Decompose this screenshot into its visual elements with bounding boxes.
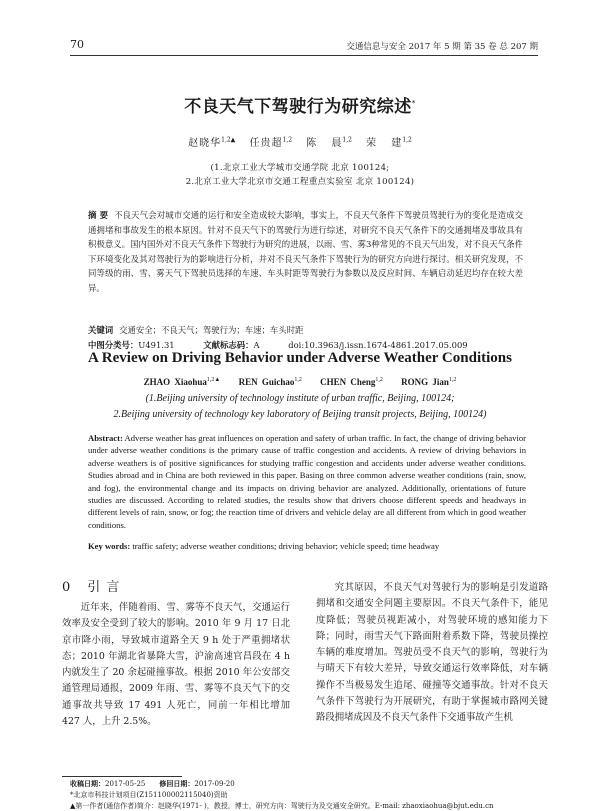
author-en-sup: 1,2	[375, 377, 383, 383]
keywords-cn-text: 交通安全；不良天气；驾驶行为；车速；车头时距	[119, 325, 304, 335]
footnote-first-author: ▲第一作者(通信作者)简介：赵晓华(1971- )，教授，博士，研究方向：驾驶行为及交通安全研究。E-mail: zhaoxiaohua@bjut.edu.cn	[70, 802, 494, 810]
footnote-fund: *北京市科技计划项目(Z151100002115040)资助	[70, 791, 228, 799]
footnote-dates	[70, 779, 235, 789]
title-en: A Review on Driving Behavior under Adverse Weather Conditions	[88, 350, 512, 366]
abstract-cn-text: 不良天气会对城市交通的运行和安全造成较大影响，事实上，不良天气条件下驾驶员驾驶行为的变化是造成交通拥堵和事故发生的根本原因。针对不良天气下的驾驶行为进行综述，对研究不良天气条件下的交通拥堵及事故具有积极意义。国内国外对不良天气条件下驾驶行为研究的进展，以雨、雪、雾3种常见的不良天气出发，对不良天气条件下环境变化及其对驾驶行为的影响进行分析，并对不良天气条件下驾驶行为的研究方向进行探讨。相关研究发现，不同等级的雨、雪、雾天气下驾驶员选择的车速、车头时距等驾驶行为参数以及反应时间、车辆启动延迟均存在较大差异。	[88, 210, 523, 293]
author-cn	[306, 138, 352, 149]
section-heading	[62, 576, 120, 595]
author-cn-name: 陈 晨	[306, 138, 343, 149]
keywords-en-label: Key words:	[88, 541, 131, 551]
affiliation-en-2: 2.Beijing university of technology key laboratory of Beijing transit projects, Beijing, 100124)	[113, 409, 487, 420]
author-cn-sup: 1,2▲	[221, 136, 236, 144]
authors-cn	[0, 134, 600, 149]
keywords-en-text: traffic safety; adverse weather conditions; driving behavior; vehicle speed; time headway	[130, 541, 440, 551]
doc-code-value: A	[253, 340, 260, 350]
author-cn-sup: 1,2	[402, 136, 412, 144]
author-cn-sup: 1,2	[282, 136, 293, 144]
abstract-en-text: Adverse weather has great influences on operation and safety of urban traffic. In fact, the change of driving behavior under adverse weather conditions is the primary cause of traffic congestion and accidents. A review of driving behaviors in adverse weathers is of positive significances for studying traffic congestion and accidents under adverse weather conditions. Studies abroad and in China are both reviewed in this paper. Basing on three common adverse weather conditions (rain, snow, and fog), the environmental change and its impacts on driving behavior are analyzed. Additionally, orientations of future studies are discussed. According to related studies, the results show that drivers choose different speeds and headways in different levels of rain, snow, or fog; the reaction time of drivers and vehicle delay are all different from which in good weather conditions.	[88, 433, 526, 530]
revised-date: 2017-09-20	[194, 780, 235, 788]
author-en-name: ZHAO Xiaohua	[143, 377, 207, 387]
author-en-name: REN Guichao	[238, 377, 295, 387]
received-date: 2017-05-25	[105, 780, 146, 788]
doc-code-label: 文献标志码：	[203, 340, 254, 350]
page-number: 70	[70, 38, 84, 51]
author-en	[144, 377, 221, 387]
author-en	[320, 377, 383, 387]
author-en-name: CHEN Cheng	[320, 377, 376, 387]
body-left-column: 近年来，伴随着雨、雪、雾等不良天气，交通运行效率及安全受到了较大的影响。2010 年 9 月 17 日北京市降小雨，导致城市道路全天 9 h 处于严重拥堵状态；2010 年湖北省暴降大雪，沪渝高速官昌段在 4 h 内就发生了 20 余起碰撞事故。根据 2010 年公安部交通管理局通报，2009 年雨、雪、雾等不良天气下的交通事故共导致 17 491 人死亡，同前一年相比增加 427 人，上升 2.5%。	[62, 602, 290, 728]
affiliation-cn-2: 2.北京工业大学北京市交通工程重点实验室 北京 100124)	[185, 177, 415, 187]
author-cn	[249, 138, 292, 149]
author-en-sup: 1,2	[294, 377, 302, 383]
received-label: 收稿日期：	[70, 779, 105, 788]
journal-header: 交通信息与安全 2017 年 5 期 第 35 卷 总 207 期	[346, 42, 538, 52]
author-en-name: RONG Jian	[401, 377, 449, 387]
keywords-cn	[88, 324, 303, 336]
author-cn-sup: 1,2	[342, 136, 352, 144]
author-cn-name: 任贵超	[249, 138, 283, 149]
section-title: 引 言	[87, 580, 121, 595]
abstract-en-label: Abstract:	[88, 433, 123, 443]
affiliation-cn-1: (1.北京工业大学城市交通学院 北京 100124;	[210, 163, 390, 173]
body-right-column: 究其原因，不良天气对驾驶行为的影响是引发道路拥堵和交通安全问题主要原因。不良天气条件下，能见度降低；驾驶员视距减小，对驾驶环境的感知能力下降；同时，雨雪天气下路面附着系数下降，驾驶员操控车辆的难度增加。驾驶员受不良天气的影响，驾驶行为与晴天下有较大差异，导致交通运行效率降低，对车辆操作不当极易发生追尾、碰撞等交通事故。针对不良天气条件下驾驶行为开展研究，有助于掌握城市路网关键路段拥堵成因及不良天气条件下交通事故产生机	[316, 582, 548, 724]
author-en-sup: 1,2	[448, 377, 457, 383]
title-cn-mark: *	[411, 99, 416, 108]
author-en-sup: 1,2▲	[206, 377, 221, 383]
keywords-cn-label: 关键词	[88, 325, 114, 335]
revised-label: 修回日期：	[159, 779, 195, 788]
author-cn-name: 荣 建	[366, 138, 403, 149]
abstract-en	[88, 432, 526, 531]
author-cn-name: 赵晓华	[188, 138, 222, 149]
clc-label: 中图分类号：	[88, 340, 139, 350]
author-cn	[188, 138, 235, 149]
affiliation-en-1: (1.Beijing university of technology institute of urban traffic, Beijing, 100124;	[145, 393, 455, 404]
abstract-cn-label: 摘 要	[88, 210, 109, 220]
clc-value: U491.31	[138, 340, 175, 350]
title-cn-text: 不良天气下驾驶行为研究综述	[184, 97, 412, 117]
author-en	[401, 377, 456, 387]
keywords-en	[88, 541, 439, 551]
header-rule	[70, 55, 538, 56]
title-cn	[0, 92, 600, 117]
abstract-cn	[88, 208, 523, 296]
doi: doi:10.3963/j.issn.1674-4861.2017.05.009	[288, 340, 468, 350]
author-cn	[366, 138, 412, 149]
section-number: 0	[62, 580, 72, 595]
author-en	[239, 377, 302, 387]
footnote-rule	[62, 776, 182, 777]
authors-en	[0, 377, 600, 387]
